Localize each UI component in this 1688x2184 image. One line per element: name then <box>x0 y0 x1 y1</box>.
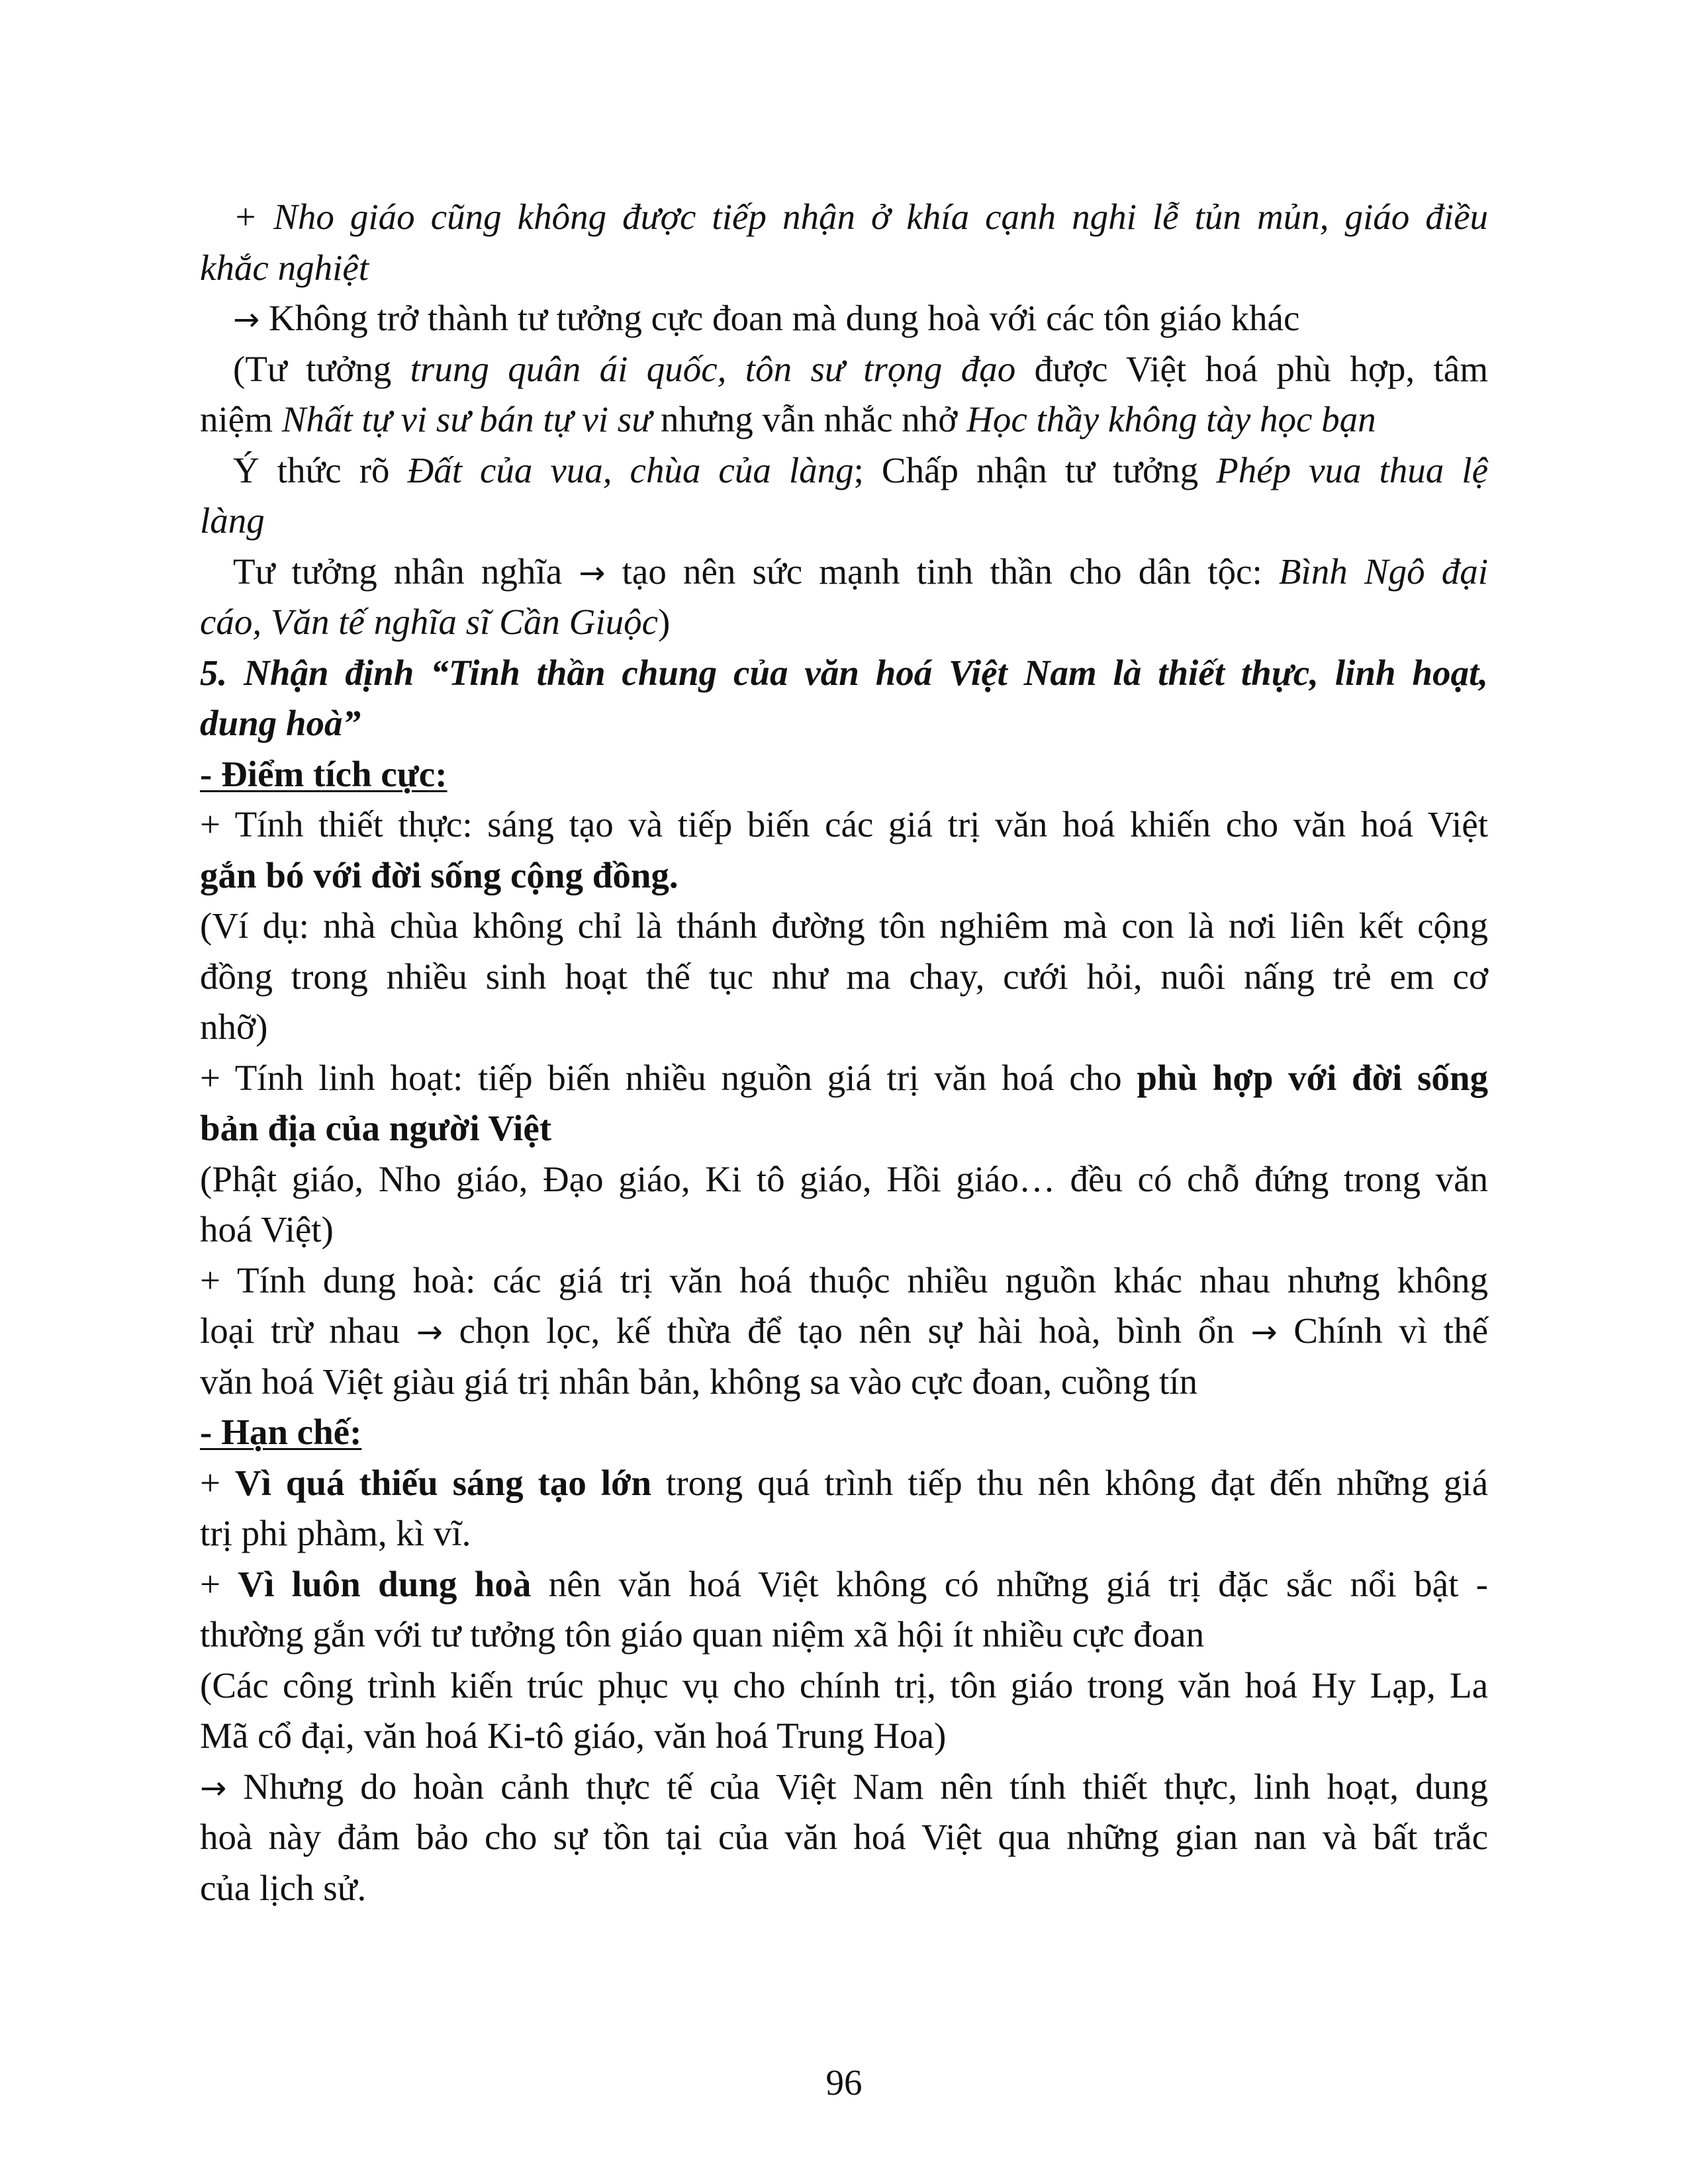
text-line <box>200 344 1488 395</box>
italic-span: cáo, Văn tế nghĩa sĩ Cần Giuộc <box>200 602 659 642</box>
text-span: của lịch sử. <box>200 1867 367 1908</box>
text-span: tạo nên sức mạnh tinh thần cho dân tộc: <box>605 551 1279 592</box>
text-line <box>200 1002 1488 1053</box>
text-span: khắc nghiệt <box>200 247 369 288</box>
text-line <box>200 1154 1488 1205</box>
italic-span: Học thầy không tày học bạn <box>966 399 1376 439</box>
italic-span: làng <box>200 500 265 541</box>
text-line <box>200 1863 1488 1914</box>
text-span: nhưng vẫn nhắc nhở <box>651 399 967 439</box>
text-line <box>200 547 1488 598</box>
text-span: (Ví dụ: nhà chùa không chỉ là thánh đường tôn nghiêm mà con là nơi liên kết cộng <box>200 905 1488 946</box>
text-span: được Việt hoá phù hợp, tâm <box>1015 348 1488 389</box>
text-line <box>200 1559 1488 1610</box>
text-line <box>200 1812 1488 1863</box>
bold-span: gắn bó với đời sống cộng đồng. <box>200 854 679 895</box>
text-span: 5. Nhận định “Tinh thần chung của văn hoá Việt Nam là thiết thực, linh hoạt, <box>200 652 1488 693</box>
text-span: Chính vì thế <box>1277 1310 1488 1351</box>
text-line <box>200 1357 1488 1408</box>
text-span: văn hoá Việt giàu giá trị nhân bản, không sa vào cực đoan, cuồng tín <box>200 1361 1198 1402</box>
text-span: Ý thức rõ <box>233 449 408 490</box>
text-line <box>200 394 1488 445</box>
text-line <box>200 952 1488 1003</box>
section-heading <box>200 648 1488 699</box>
text-span: loại trừ nhau <box>200 1310 416 1351</box>
text-span: Không trở thành tư tưởng cực đoan mà dung hoà với các tôn giáo khác <box>268 298 1300 338</box>
text-span: - Điểm tích cực: <box>200 753 447 794</box>
text-span: trị phi phàm, kì vĩ. <box>200 1513 471 1553</box>
text-span: hoà này đảm bảo cho sự tồn tại của văn hoá Việt qua những gian nan và bất trắc <box>200 1817 1488 1857</box>
text-line <box>200 192 1488 243</box>
text-line <box>200 1762 1488 1813</box>
arrow-icon: → <box>1250 1314 1278 1351</box>
text-line <box>200 293 1488 344</box>
bold-span: Vì luôn dung hoà <box>238 1563 532 1604</box>
italic-span: trung quân ái quốc, tôn sư trọng đạo <box>410 348 1016 389</box>
text-span: Mã cổ đại, văn hoá Ki-tô giáo, văn hoá Trung Hoa) <box>200 1715 947 1756</box>
text-span: niệm <box>200 399 282 439</box>
text-span: đồng trong nhiều sinh hoạt thế tục như ma chay, cưới hỏi, nuôi nấng trẻ em cơ <box>200 956 1488 997</box>
text-span: + Tính linh hoạt: tiếp biến nhiều nguồn giá trị văn hoá cho <box>200 1057 1137 1098</box>
text-line <box>200 243 1488 294</box>
arrow-icon: → <box>200 1769 227 1807</box>
bold-span: bản địa của người Việt <box>200 1108 552 1148</box>
text-span: (Tư tưởng <box>233 348 410 389</box>
subheading-limits <box>200 1407 1488 1458</box>
text-span: + <box>200 1563 238 1604</box>
text-line <box>200 1711 1488 1762</box>
text-line <box>200 1103 1488 1154</box>
text-line <box>200 1661 1488 1711</box>
text-span: Nhưng do hoàn cảnh thực tế của Việt Nam nên tính thiết thực, linh hoạt, dung <box>226 1766 1488 1807</box>
text-span: + Tính thiết thực: sáng tạo và tiếp biến các giá trị văn hoá khiến cho văn hoá Việt <box>200 804 1488 844</box>
page-number: 96 <box>825 2062 863 2103</box>
text-span: dung hoà” <box>200 703 361 743</box>
document-body <box>200 192 1488 1913</box>
text-line <box>200 1205 1488 1255</box>
text-span: + Nho giáo cũng không được tiếp nhận ở khía cạnh nghi lễ tủn mủn, giáo điều <box>233 197 1488 237</box>
italic-span: Bình Ngô đại <box>1278 551 1489 592</box>
text-span: ) <box>658 602 671 642</box>
text-span: trong quá trình tiếp thu nên không đạt đến những giá <box>651 1462 1488 1503</box>
text-span: chọn lọc, kế thừa để tạo nên sự hài hoà, bình ổn <box>443 1310 1251 1351</box>
bold-span: phù hợp với đời sống <box>1137 1057 1488 1098</box>
arrow-icon: → <box>579 554 606 592</box>
text-line <box>200 1053 1488 1104</box>
text-line <box>200 850 1488 901</box>
text-span: hoá Việt) <box>200 1209 334 1250</box>
text-line <box>200 1610 1488 1661</box>
italic-span: Nhất tự vi sư bán tự vi sư <box>281 399 652 439</box>
text-span: nên văn hoá Việt không có những giá trị đặc sắc nổi bật - <box>531 1563 1488 1604</box>
text-line <box>200 901 1488 952</box>
text-line <box>200 445 1488 496</box>
text-span: (Các công trình kiến trúc phục vụ cho chính trị, tôn giáo trong văn hoá Hy Lạp, La <box>200 1664 1488 1706</box>
text-line <box>200 799 1488 850</box>
text-line <box>200 1458 1488 1509</box>
italic-span: Đất của vua, chùa của làng <box>407 449 854 490</box>
text-span: nhỡ) <box>200 1007 268 1047</box>
italic-span: Phép vua thua lệ <box>1216 449 1488 490</box>
subheading-positive <box>200 749 1488 800</box>
arrow-icon: → <box>233 301 260 338</box>
text-span: + <box>200 1462 235 1503</box>
text-line <box>200 496 1488 547</box>
arrow-icon: → <box>416 1314 444 1351</box>
text-span: ; Chấp nhận tư tưởng <box>853 449 1217 490</box>
text-span: thường gắn với tư tưởng tôn giáo quan niệm xã hội ít nhiều cực đoan <box>200 1614 1205 1655</box>
text-line <box>200 1306 1488 1357</box>
text-span: Tư tưởng nhân nghĩa <box>233 551 579 592</box>
text-span: - Hạn chế: <box>200 1412 362 1452</box>
text-span: + Tính dung hoà: các giá trị văn hoá thuộc nhiều nguồn khác nhau nhưng không <box>200 1259 1488 1300</box>
text-line <box>200 597 1488 648</box>
text-line <box>200 1255 1488 1306</box>
text-span: (Phật giáo, Nho giáo, Đạo giáo, Ki tô giáo, Hồi giáo… đều có chỗ đứng trong văn <box>200 1158 1488 1199</box>
section-heading-cont <box>200 698 1488 749</box>
bold-span: Vì quá thiếu sáng tạo lớn <box>234 1462 652 1503</box>
text-line <box>200 1508 1488 1559</box>
